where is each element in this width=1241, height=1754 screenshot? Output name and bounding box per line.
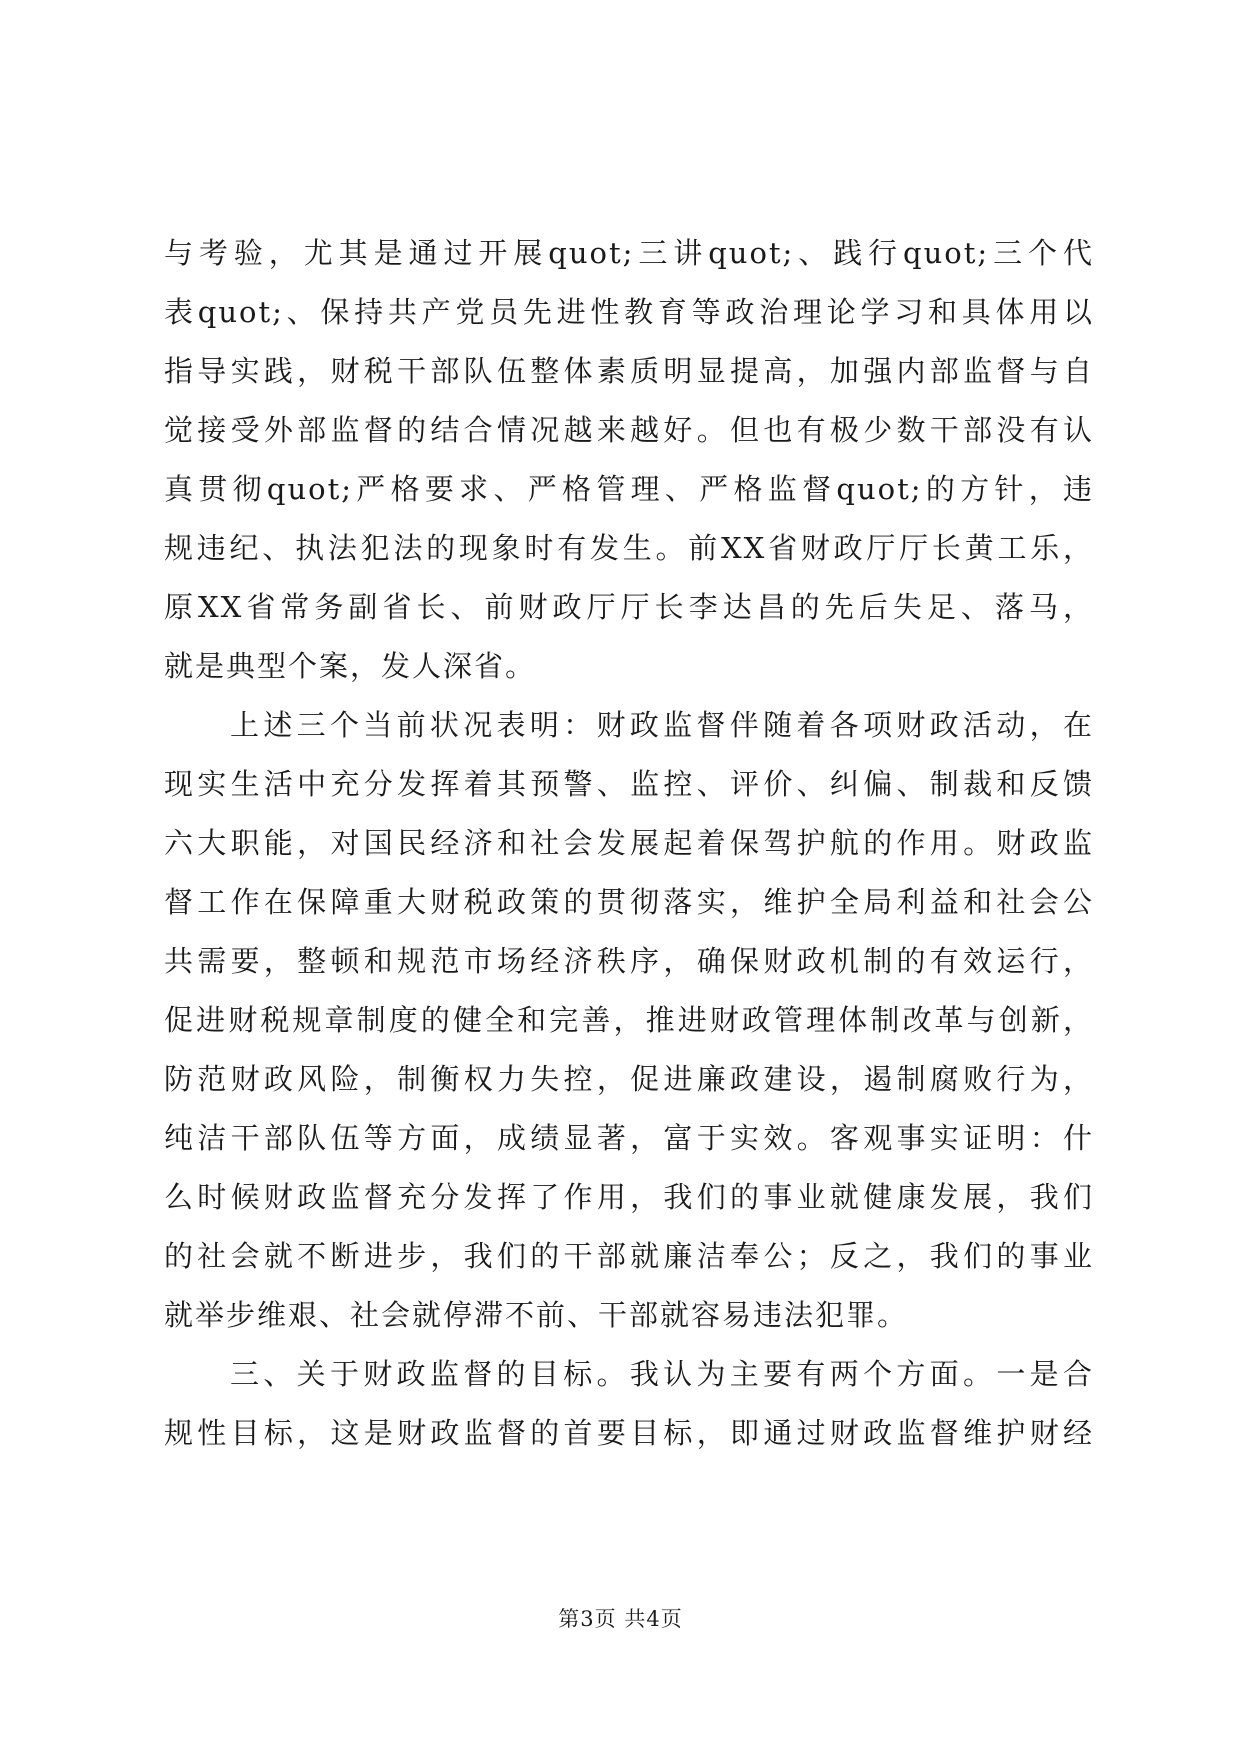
text-line: 真贯彻quot;严格要求、严格管理、严格监督quot;的方针，违 — [164, 472, 1094, 506]
text-line: 原XX省常务副省长、前财政厅厅长李达昌的先后失足、落马， — [164, 590, 1094, 624]
text-line-paragraph-end: 就举步维艰、社会就停滞不前、干部就容易违法犯罪。 — [164, 1298, 909, 1332]
text-line: 共需要，整顿和规范市场经济秩序，确保财政机制的有效运行， — [164, 944, 1094, 978]
text-line-paragraph-start: 三、关于财政监督的目标。我认为主要有两个方面。一是合 — [230, 1357, 1094, 1391]
text-line: 规性目标，这是财政监督的首要目标，即通过财政监督维护财经 — [164, 1416, 1094, 1450]
text-line: 六大职能，对国民经济和社会发展起着保驾护航的作用。财政监 — [164, 826, 1094, 860]
text-line: 督工作在保障重大财税政策的贯彻落实，维护全局利益和社会公 — [164, 885, 1094, 919]
text-line: 促进财税规章制度的健全和完善，推进财政管理体制改革与创新， — [164, 1003, 1094, 1037]
text-line: 的社会就不断进步，我们的干部就廉洁奉公；反之，我们的事业 — [164, 1239, 1094, 1273]
text-line: 觉接受外部监督的结合情况越来越好。但也有极少数干部没有认 — [164, 413, 1094, 447]
text-line: 表quot;、保持共产党员先进性教育等政治理论学习和具体用以 — [164, 295, 1094, 329]
text-line: 现实生活中充分发挥着其预警、监控、评价、纠偏、制裁和反馈 — [164, 767, 1094, 801]
text-line: 与考验，尤其是通过开展quot;三讲quot;、践行quot;三个代 — [164, 236, 1094, 270]
text-line: 指导实践，财税干部队伍整体素质明显提高，加强内部监督与自 — [164, 354, 1094, 388]
document-body — [164, 232, 1094, 1471]
page-number-footer: 第3页 共4页 — [558, 1607, 683, 1631]
text-line: 么时候财政监督充分发挥了作用，我们的事业就健康发展，我们 — [164, 1180, 1094, 1214]
text-line-paragraph-start: 上述三个当前状况表明：财政监督伴随着各项财政活动，在 — [230, 708, 1094, 742]
text-line: 防范财政风险，制衡权力失控，促进廉政建设，遏制腐败行为， — [164, 1062, 1094, 1096]
text-line-paragraph-end: 就是典型个案，发人深省。 — [164, 649, 537, 683]
text-line: 规违纪、执法犯法的现象时有发生。前XX省财政厅厅长黄工乐， — [164, 531, 1094, 565]
text-line: 纯洁干部队伍等方面，成绩显著，富于实效。客观事实证明：什 — [164, 1121, 1094, 1155]
